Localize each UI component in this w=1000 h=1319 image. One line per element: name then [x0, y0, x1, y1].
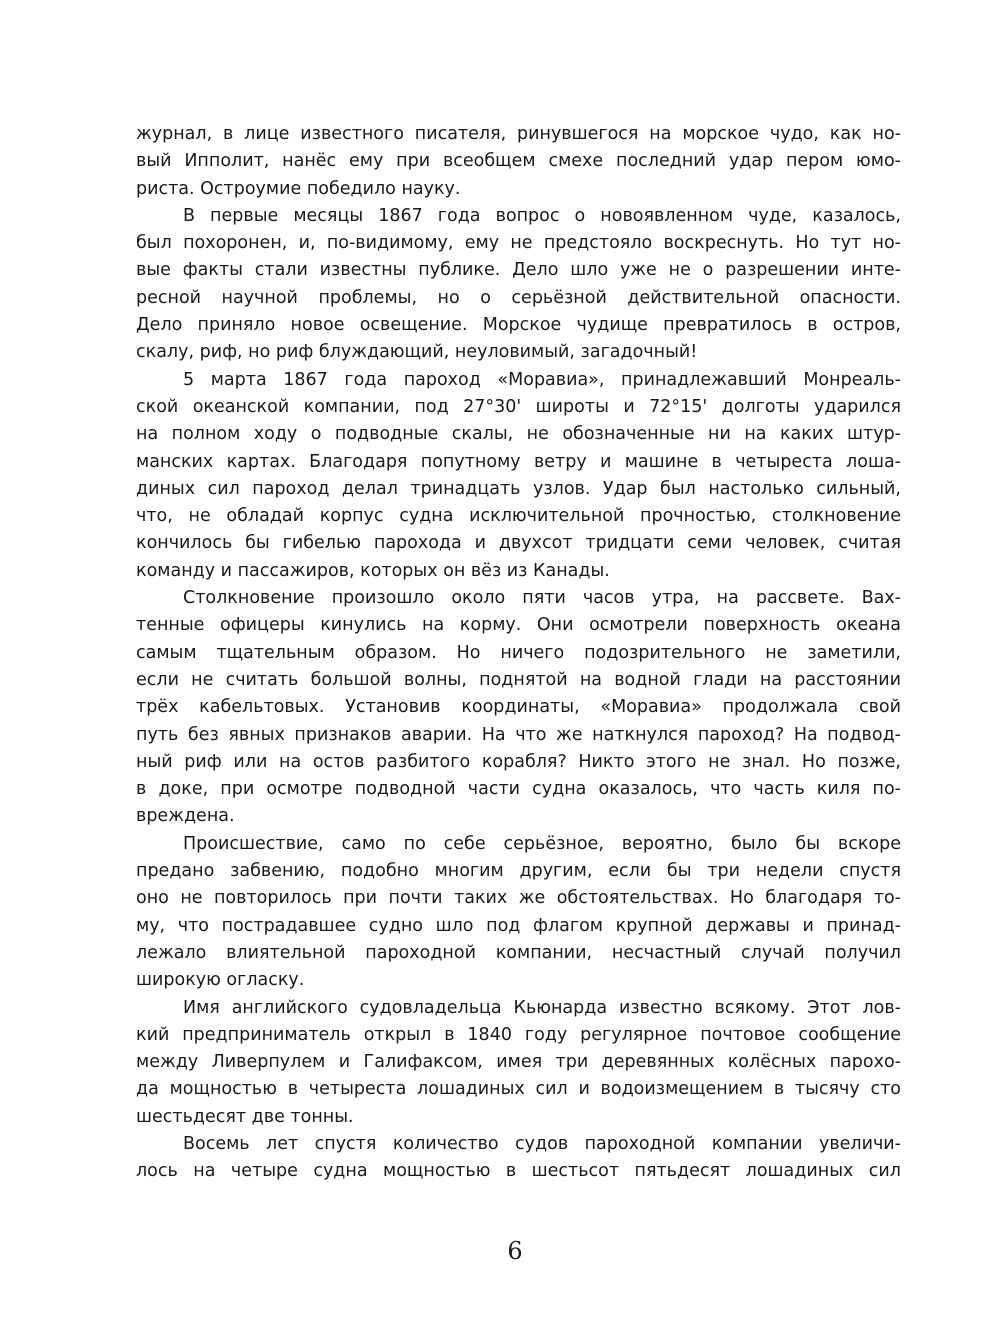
paragraph [136, 367, 901, 585]
text-line: Происшествие, само по себе серьёзное, вероятно, было бы вскоре [183, 833, 901, 854]
text-line: путь без явных признаков аварии. На что же наткнулся пароход? На подвод- [136, 724, 901, 745]
text-line: ный риф или на остов разбитого корабля? Никто этого не знал. Но позже, [136, 751, 901, 772]
text-line: что, не обладай корпус судна исключительной прочностью, столкновение [136, 506, 901, 527]
text-line: оно не повторилось при почти таких же обстоятельствах. Но благодаря то- [136, 888, 901, 909]
text-line: Имя английского судовладельца Кьюнарда известно всякому. Этот лов- [183, 997, 901, 1018]
text-line: самым тщательным образом. Но ничего подозрительного не заметили, [136, 642, 901, 663]
paragraph [136, 831, 901, 995]
text-line: журнал, в лице известного писателя, ринувшегося на морское чудо, как но- [136, 124, 901, 144]
text-line: вый Ипполит, нанёс ему при всеобщем смехе последний удар пером юмо- [136, 151, 901, 172]
text-line: ской океанской компании, под 27°30' широты и 72°15' долготы ударился [136, 396, 901, 417]
text-line: манских картах. Благодаря попутному ветру и машине в четыреста лоша- [136, 451, 901, 472]
text-line: широкую огласку. [136, 970, 305, 991]
text-line: скалу, риф, но риф блуждающий, неуловимый, загадочный! [136, 342, 698, 363]
text-line: команду и пассажиров, которых он вёз из Канады. [136, 560, 610, 581]
text-line: кий предприниматель открыл в 1840 году регулярное почтовое сообщение [136, 1024, 901, 1045]
text-line: вые факты стали известны публике. Дело шло уже не о разрешении инте- [136, 260, 901, 281]
text-line: лось на четыре судна мощностью в шестьсот пятьдесят лошадиных сил [136, 1161, 901, 1182]
text-line: лежало влиятельной пароходной компании, несчастный случай получил [136, 942, 901, 963]
text-line: если не считать большой волны, поднятой на водной глади на расстоянии [136, 669, 901, 690]
paragraph [136, 585, 901, 831]
text-line: да мощностью в четыреста лошадиных сил и водоизмещением в тысячу сто [136, 1079, 901, 1100]
text-line: ресной научной проблемы, но о серьёзной действительной опасности. [136, 287, 901, 308]
text-line: на полном ходу о подводные скалы, не обозначенные ни на каких штур- [136, 424, 901, 445]
text-line: В первые месяцы 1867 года вопрос о новоявленном чуде, казалось, [183, 205, 901, 226]
text-line: в доке, при осмотре подводной части судна оказалось, что часть киля по- [136, 779, 901, 800]
text-line: был похоронен, и, по-видимому, ему не предстояло воскреснуть. Но тут но- [136, 233, 901, 254]
paragraph [136, 995, 901, 1131]
text-line: трёх кабельтовых. Установив координаты, «Моравиа» продолжала свой [136, 697, 901, 718]
text-line: между Ливерпулем и Галифаксом, имея три деревянных колёсных парохо- [136, 1052, 901, 1073]
text-line: тенные офицеры кинулись на корму. Они осмотрели поверхность океана [136, 615, 901, 636]
text-line: диных сил пароход делал тринадцать узлов. Удар был настолько сильный, [136, 478, 901, 499]
page-number: 6 [507, 1237, 523, 1265]
body-text [136, 121, 901, 1186]
text-line: предано забвению, подобно многим другим, если бы три недели спустя [136, 861, 901, 882]
text-line: Восемь лет спустя количество судов пароходной компании увеличи- [183, 1133, 901, 1154]
text-line: Столкновение произошло около пяти часов утра, на рассвете. Вах- [183, 588, 901, 609]
text-line: му, что пострадавшее судно шло под флагом крупной державы и принад- [136, 915, 901, 936]
text-line: риста. Остроумие победило науку. [136, 178, 461, 199]
paragraph [136, 1131, 901, 1186]
paragraph [136, 203, 901, 367]
text-line: 5 марта 1867 года пароход «Моравиа», принадлежавший Монреаль- [183, 369, 901, 390]
paragraph [136, 121, 901, 203]
text-line: шестьдесят две тонны. [136, 1106, 354, 1127]
text-line: кончилось бы гибелью парохода и двухсот тридцати семи человек, считая [136, 533, 901, 554]
text-line: вреждена. [136, 806, 235, 827]
text-line: Дело приняло новое освещение. Морское чудище превратилось в остров, [136, 315, 901, 336]
